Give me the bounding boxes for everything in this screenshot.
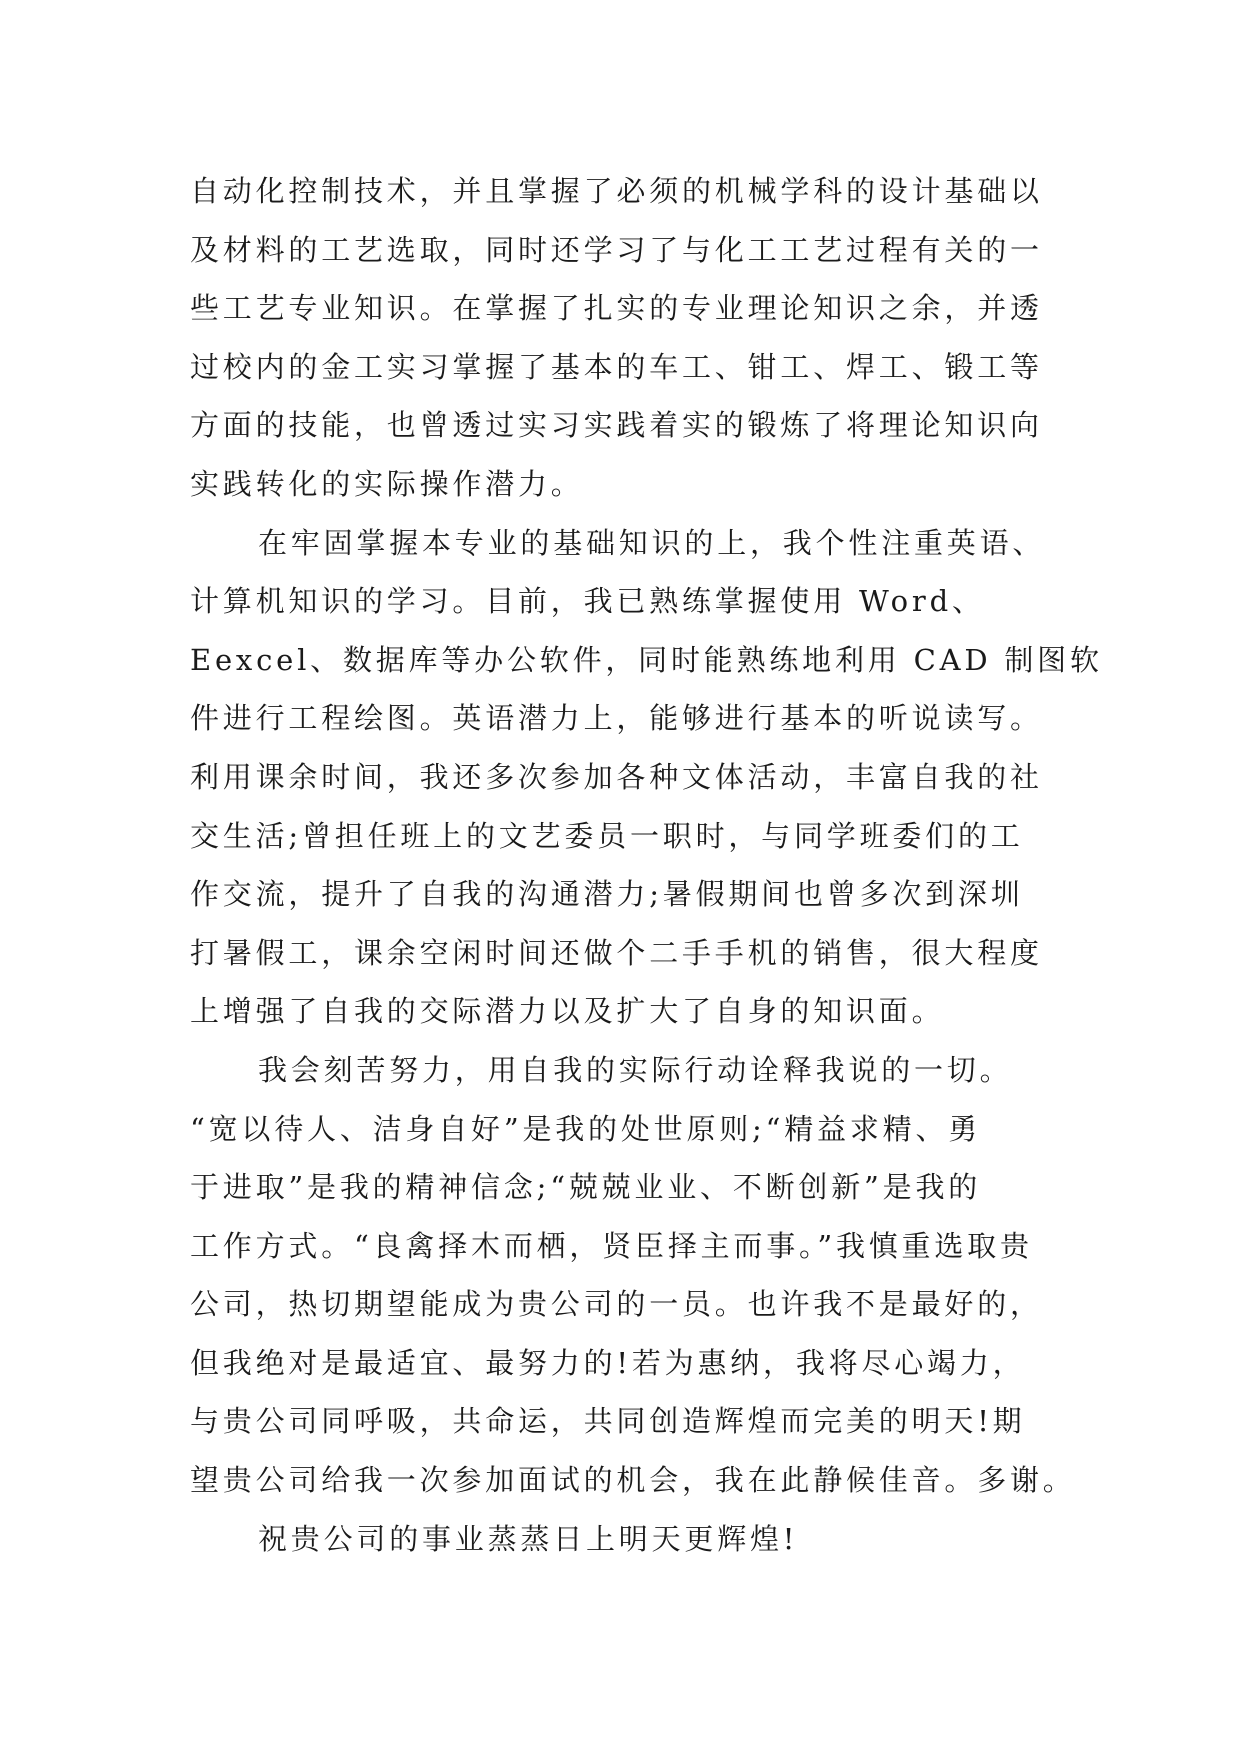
document-body (190, 162, 1103, 1568)
text-line: 作交流，提升了自我的沟通潜力;暑假期间也曾多次到深圳 (190, 877, 1024, 912)
text-line: 上增强了自我的交际潜力以及扩大了自身的知识面。 (190, 994, 945, 1029)
paragraph-start-line: 我会刻苦努力，用自我的实际行动诠释我说的一切。 (258, 1052, 1013, 1087)
text-line: 实践转化的实际操作潜力。 (190, 466, 584, 501)
text-line: 工作方式。“良禽择木而栖，贤臣择主而事。”我慎重选取贵 (190, 1228, 1033, 1263)
text-line: Eexcel、数据库等办公软件，同时能熟练地利用 CAD 制图软 (190, 642, 1103, 677)
text-line: 及材料的工艺选取，同时还学习了与化工工艺过程有关的一 (190, 232, 1043, 267)
text-line: 但我绝对是最适宜、最努力的!若为惠纳，我将尽心竭力， (190, 1345, 1026, 1380)
text-line: 公司，热切期望能成为贵公司的一员。也许我不是最好的， (190, 1287, 1043, 1322)
text-line: 计算机知识的学习。目前，我已熟练掌握使用 Word、 (190, 584, 985, 619)
text-line: 望贵公司给我一次参加面试的机会，我在此静候佳音。多谢。 (190, 1463, 1076, 1498)
text-line: 于进取”是我的精神信念;“兢兢业业、不断创新”是我的 (190, 1170, 982, 1205)
text-line: 方面的技能，也曾透过实习实践着实的锻炼了将理论知识向 (190, 408, 1043, 443)
text-line: “宽以待人、洁身自好”是我的处世原则;“精益求精、勇 (190, 1111, 982, 1146)
text-line: 件进行工程绘图。英语潜力上，能够进行基本的听说读写。 (190, 701, 1043, 736)
text-line: 些工艺专业知识。在掌握了扎实的专业理论知识之余，并透 (190, 291, 1043, 326)
text-line: 自动化控制技术，并且掌握了必须的机械学科的设计基础以 (190, 174, 1043, 208)
text-line: 过校内的金工实习掌握了基本的车工、钳工、焊工、锻工等 (190, 349, 1043, 384)
text-line: 交生活;曾担任班上的文艺委员一职时，与同学班委们的工 (190, 818, 1024, 853)
paragraph-start-line: 在牢固掌握本专业的基础知识的上，我个性注重英语、 (258, 525, 1046, 560)
text-line: 与贵公司同呼吸，共命运，共同创造辉煌而完美的明天!期 (190, 1404, 1026, 1439)
closing-wish-line: 祝贵公司的事业蒸蒸日上明天更辉煌! (258, 1521, 799, 1556)
text-line: 打暑假工，课余空闲时间还做个二手手机的销售，很大程度 (190, 935, 1043, 970)
text-line: 利用课余时间，我还多次参加各种文体活动，丰富自我的社 (190, 759, 1043, 794)
